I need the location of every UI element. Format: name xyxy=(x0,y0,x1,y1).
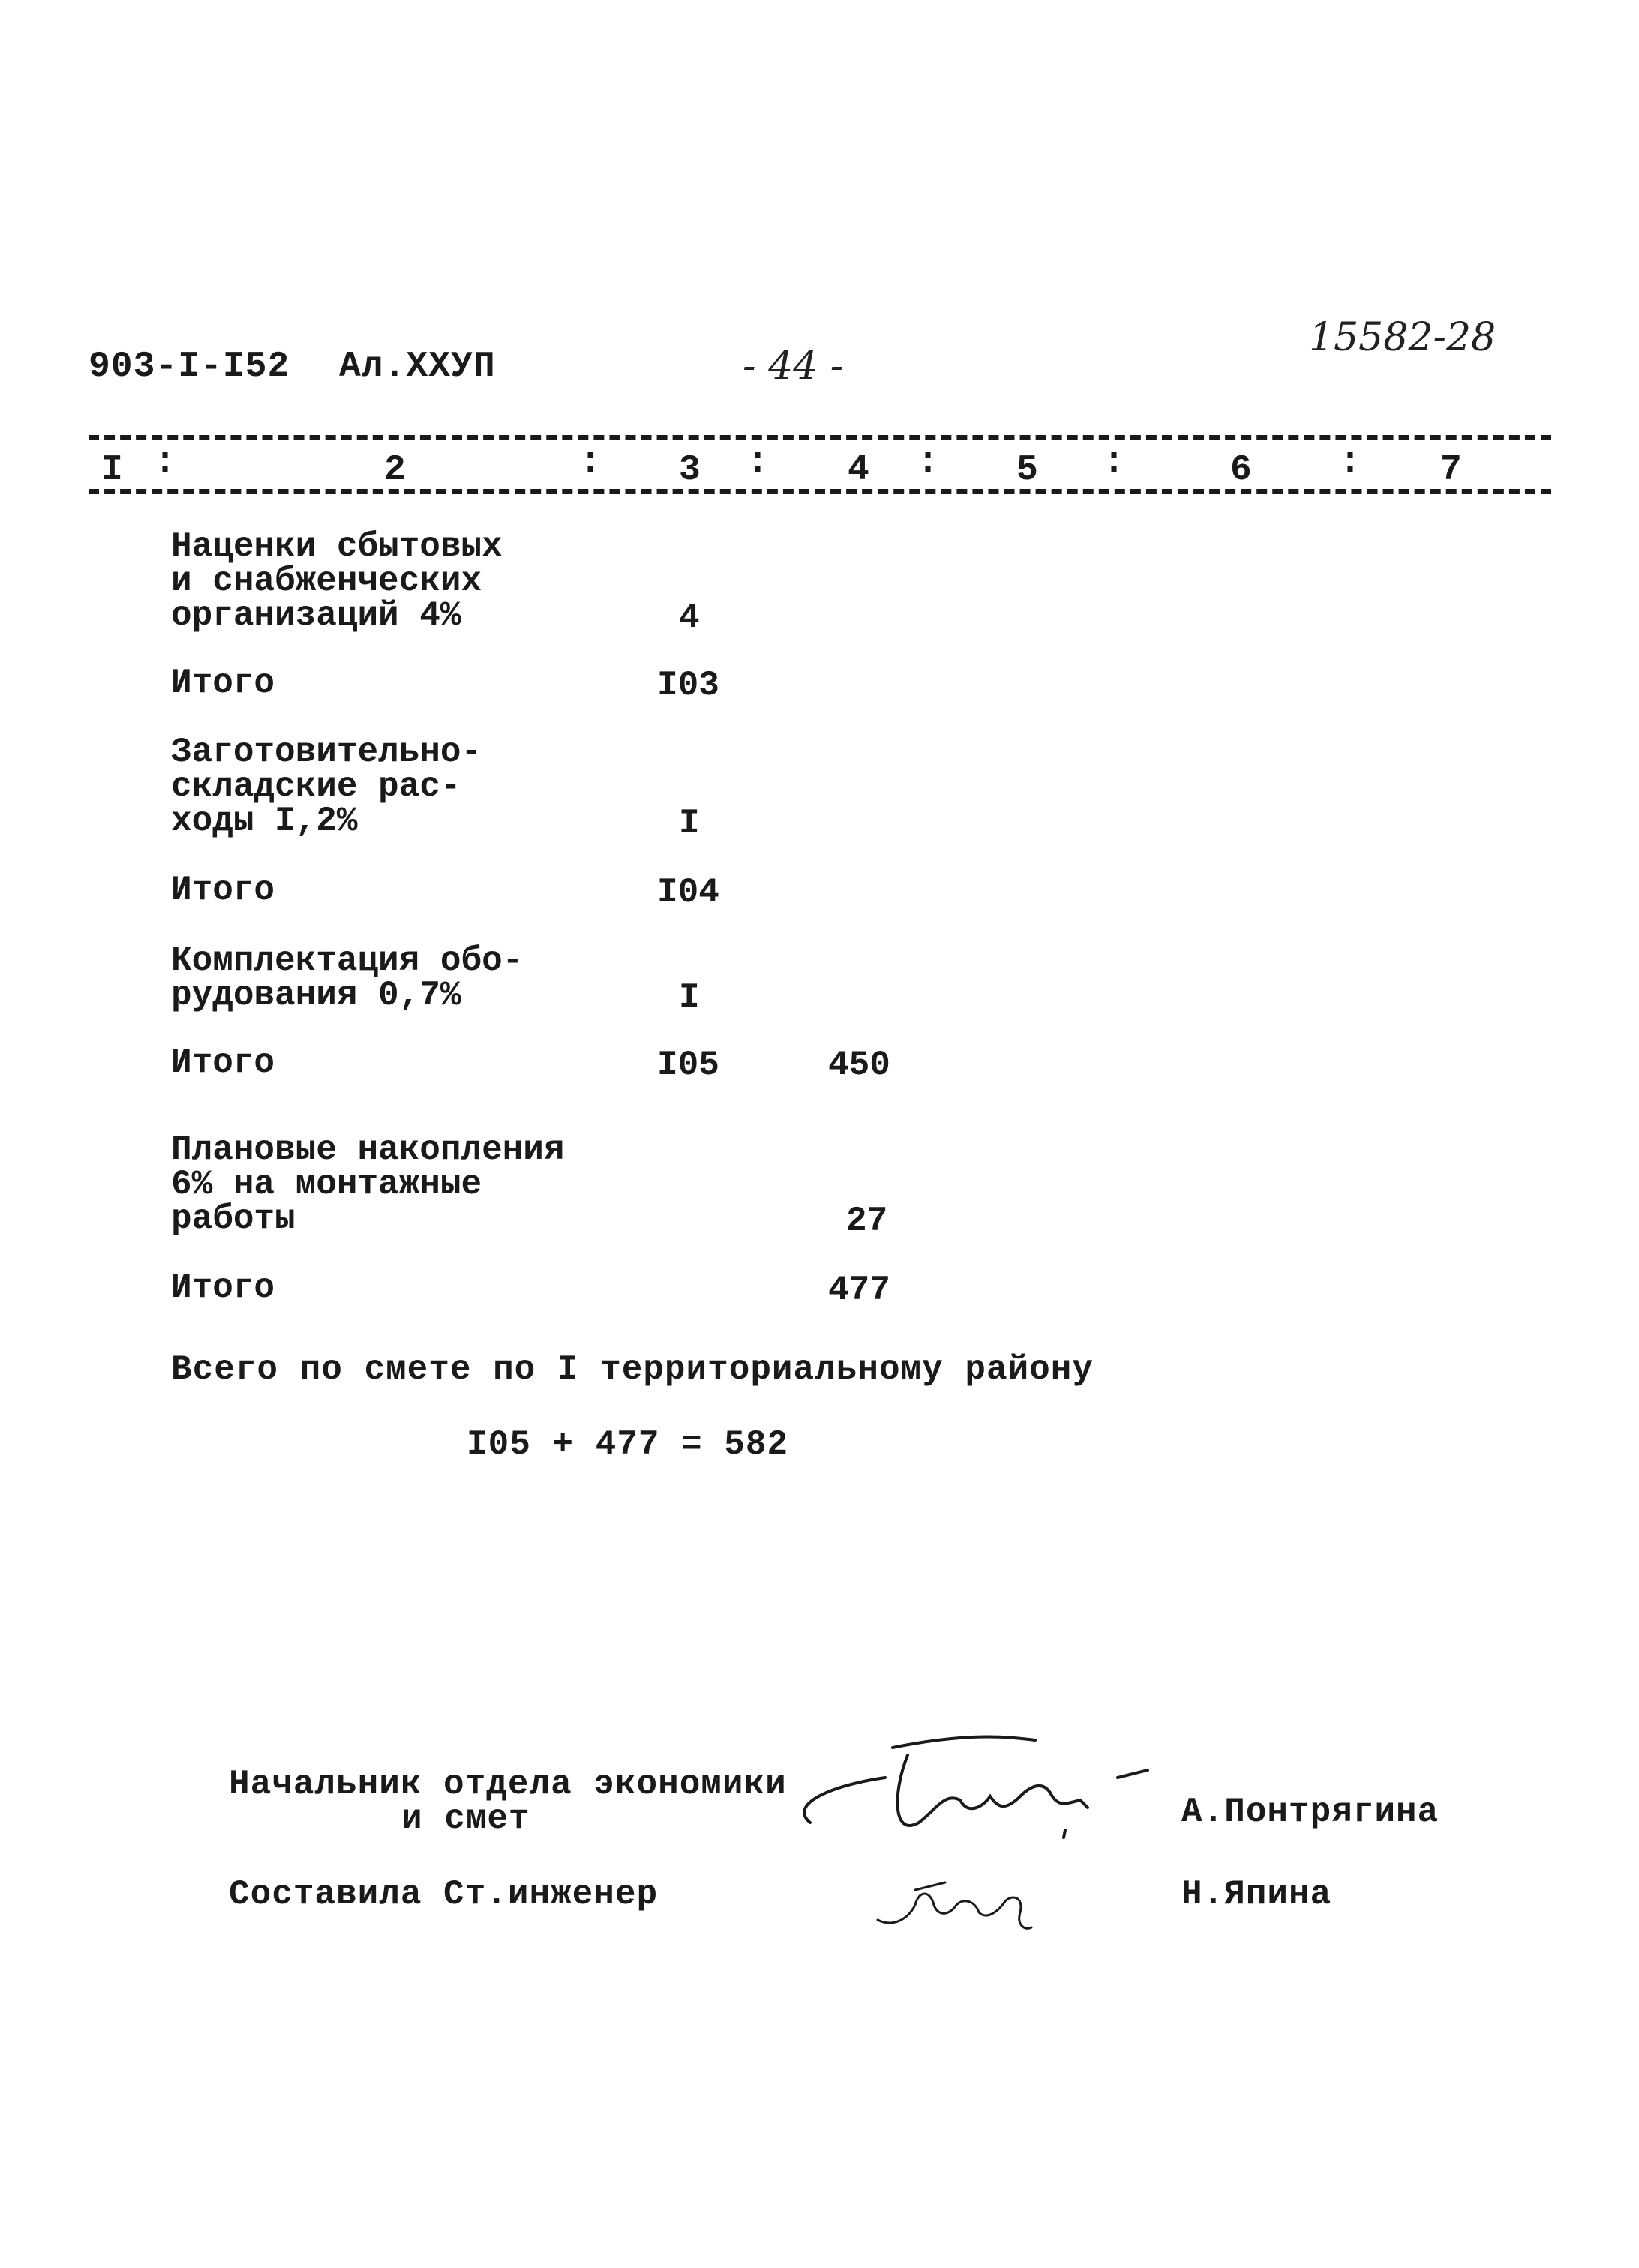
row-label-planned: Плановые накопления 6% на монтажные работы xyxy=(171,1130,565,1238)
row-value-col3: I03 xyxy=(657,666,719,705)
row-label-subtotal: Итого xyxy=(171,1043,275,1082)
row-value-col4: 450 xyxy=(828,1046,890,1084)
row-value-col3: I05 xyxy=(657,1046,719,1084)
row-value-col3: I xyxy=(679,978,700,1017)
album-number: Ал.XXУП xyxy=(339,346,496,387)
column-number-1: I xyxy=(101,450,123,490)
header-rule-bottom xyxy=(89,489,1551,494)
total-formula: I05 + 477 = 582 xyxy=(467,1425,789,1464)
signatory-name-engineer: Н.Япина xyxy=(1181,1875,1332,1914)
row-label-subtotal: Итого xyxy=(171,1268,275,1307)
column-number-5: 5 xyxy=(1016,450,1038,490)
doc-code: 903-I-I52 xyxy=(89,346,290,387)
column-number-7: 7 xyxy=(1440,450,1462,490)
signatory-role-engineer: Составила Ст.инженер xyxy=(229,1875,659,1914)
signatory-name-head: А.Понтрягина xyxy=(1181,1792,1439,1832)
column-number-6: 6 xyxy=(1230,450,1252,490)
column-number-2: 2 xyxy=(384,450,406,490)
row-label-equipment: Комплектация обо- рудования 0,7% xyxy=(171,941,524,1015)
column-separator: : xyxy=(1339,441,1362,484)
archive-number: 15582-28 xyxy=(1309,315,1496,360)
header-rule-top xyxy=(89,435,1551,440)
signature-engineer xyxy=(863,1868,1058,1942)
column-separator: : xyxy=(1103,441,1126,484)
column-separator: : xyxy=(746,441,770,484)
row-value-col3: 4 xyxy=(679,598,700,638)
column-separator: : xyxy=(917,441,940,484)
total-label: Всего по смете по I территориальному району xyxy=(171,1350,1094,1389)
row-label-subtotal: Итого xyxy=(171,664,275,703)
column-number-3: 3 xyxy=(679,450,701,490)
row-label-markup: Наценки сбытовых и снабженческих организаций 4% xyxy=(171,527,503,635)
row-value-col3: I xyxy=(679,804,700,843)
column-separator: : xyxy=(154,441,177,484)
column-number-4: 4 xyxy=(848,450,869,490)
row-value-col4: 27 xyxy=(846,1202,888,1240)
row-label-procurement: Заготовительно- складские рас- ходы I,2% xyxy=(171,733,482,841)
row-value-col4: 477 xyxy=(828,1270,890,1310)
row-label-subtotal: Итого xyxy=(171,871,275,910)
signature-head xyxy=(780,1725,1170,1852)
row-value-col3: I04 xyxy=(657,873,719,912)
signatory-role-head: Начальник отдела экономики и смет xyxy=(229,1765,787,1838)
page-number: - 44 - xyxy=(743,344,844,388)
column-separator: : xyxy=(579,441,602,484)
